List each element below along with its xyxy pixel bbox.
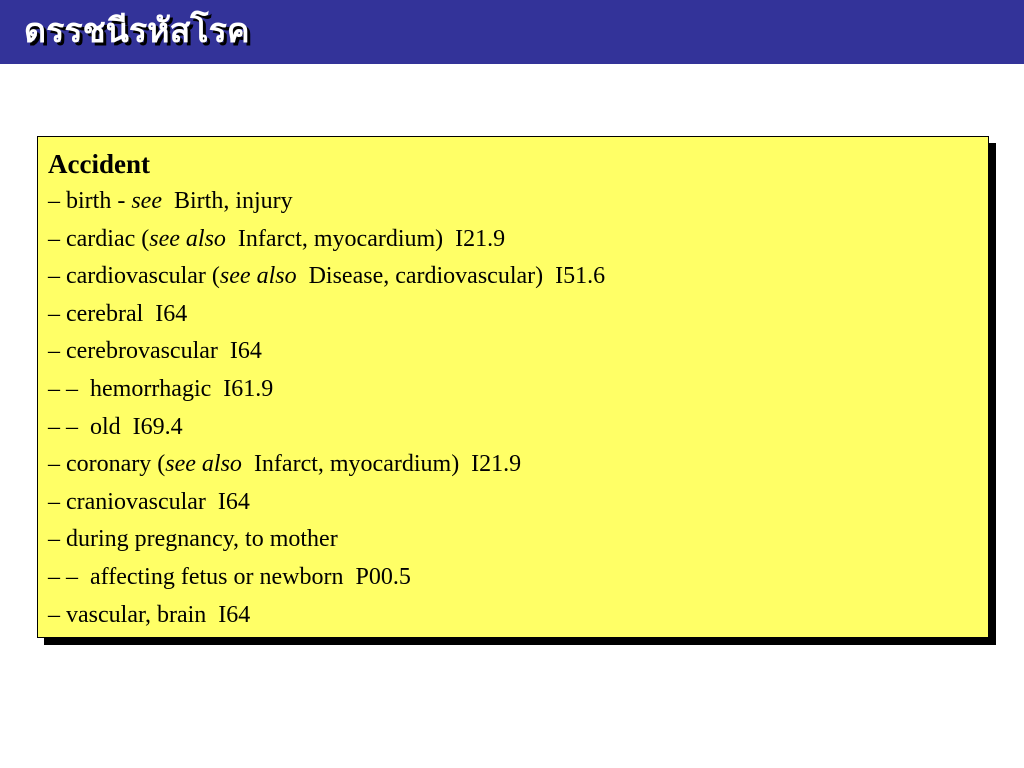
cross-reference: see [131,188,162,214]
entry-text: – – affecting fetus or newborn P00.5 [48,563,411,590]
cross-reference: see also [219,263,297,290]
index-entry [48,258,605,296]
index-heading: Accident [48,149,150,179]
title-bar [0,0,1024,64]
index-entry [48,183,605,221]
entry-text: – craniovascular I64 [48,488,250,515]
entry-text: – during pregnancy, to mother [48,526,338,553]
entry-text: Disease, cardiovascular) I51.6 [296,263,606,290]
entry-text: – cardiovascular ( [48,263,220,290]
index-subentry [48,371,605,409]
index-card [37,136,989,638]
index-entry [48,521,605,559]
entry-text: – coronary ( [48,451,166,478]
index-entry [48,333,605,371]
entry-text: – – old I69.4 [48,413,183,440]
index-entry [48,484,605,522]
index-entry [48,597,605,635]
entry-text: Infarct, myocardium) I21.9 [241,451,522,478]
cross-reference: see also [165,451,242,478]
index-entry [48,221,605,259]
index-subentry [48,409,605,447]
slide-title: ดรรชนีรหัสโรค [24,11,250,51]
entry-text: Infarct, myocardium) I21.9 [225,225,506,252]
entry-text: – birth - [48,188,132,214]
index-entry [48,446,605,484]
entry-text: – cardiac ( [48,225,150,252]
index-entry [48,296,605,334]
entry-text: Birth, injury [161,188,293,214]
cross-reference: see also [149,225,226,252]
entry-text: – cerebrovascular I64 [48,338,262,365]
entry-text: – vascular, brain I64 [48,601,251,628]
index-entry-list [48,145,605,634]
entry-text: – – hemorrhagic I61.9 [48,375,274,402]
entry-text: – cerebral I64 [48,300,188,327]
index-subentry [48,559,605,597]
